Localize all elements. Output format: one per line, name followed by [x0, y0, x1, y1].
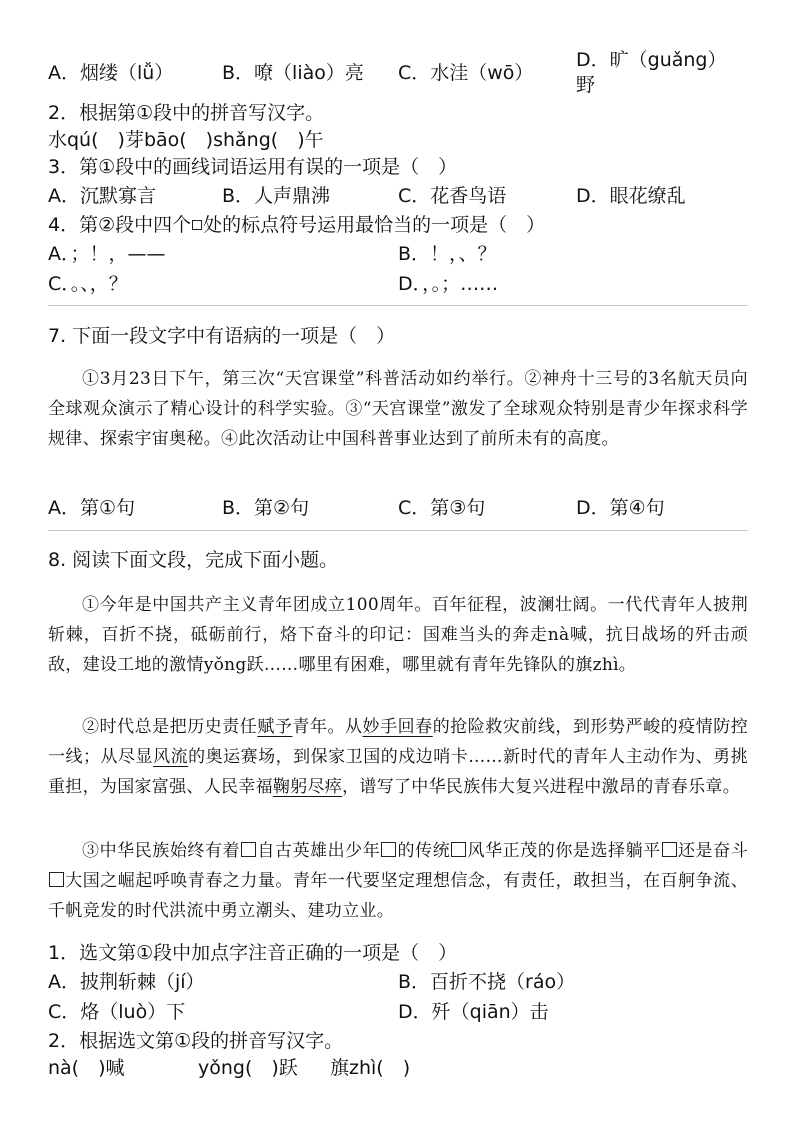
q2-items — [48, 125, 324, 152]
text-span: 自古英雄出少年 — [257, 841, 381, 861]
blank-box-icon — [241, 842, 256, 857]
q8-paragraph-2 — [48, 712, 748, 802]
q7-option-d: D．第④句 — [576, 497, 665, 519]
q2-item-3: shǎng( )午 — [213, 129, 324, 151]
underlined-word-fuyu: 赋予 — [257, 717, 293, 737]
q3-stem: 3．第①段中的画线词语运用有误的一项是（ ） — [48, 156, 458, 178]
text-span: 的奥运赛场，到保家卫国的戍边哨卡……新时代的青年人主动作为、勇挑重担，为国家富强、人民幸福 — [48, 747, 748, 797]
q8-sub2-item-2: yǒng( )跃 — [198, 1057, 298, 1079]
text-span: ③中华民族始终有着 — [82, 841, 241, 861]
q7-option-b: B．第②句 — [222, 497, 310, 519]
blank-box-icon — [192, 220, 202, 230]
q7-option-a: A．第①句 — [48, 497, 136, 519]
q4-stem — [48, 210, 545, 237]
q4-stem-part-1: 4．第②段中四个 — [48, 214, 192, 236]
text-span: 大国之崛起呼唤青春之力量。青年一代要坚定理想信念，有责任，敢担当，在百舸争流、千帆竞发的时代洪流中勇立潮头、建功立业。 — [48, 871, 748, 921]
q8-sub1-option-a: A．披荆斩棘（jí） — [48, 971, 205, 993]
q1-option-d: D．旷（guǎng） — [576, 49, 727, 71]
text-span: 的传统 — [397, 841, 451, 861]
q4-option-a: A．；！，—— — [48, 243, 166, 265]
q3-option-d: D．眼花缭乱 — [576, 185, 686, 207]
q8-sub2-item-1: nà( )喊 — [48, 1057, 125, 1079]
text-span: 青年。从 — [292, 717, 363, 737]
q8-title: 8. 阅读下面文段，完成下面小题。 — [48, 549, 339, 571]
q7-passage: ①3月23日下午，第三次“天宫课堂”科普活动如约举行。②神舟十三号的3名航天员向全球观众演示了精心设计的科学实验。③“天宫课堂”激发了全球观众特别是青少年探求科学规律、探索宇宙奥秘。④此次活动让中国科普事业达到了前所未有的高度。 — [48, 369, 748, 449]
text-span: ，谱写了中华民族伟大复兴进程中激昂的青春乐章。 — [342, 777, 741, 797]
q7-title: 7. 下面一段文字中有语病的一项是（ ） — [48, 325, 396, 347]
q8-sub2-stem: 2．根据选文第①段的拼音写汉字。 — [48, 1030, 344, 1052]
text-span: 还是奋斗 — [677, 841, 748, 861]
q8-sub1-option-b: B．百折不挠（ráo） — [398, 971, 576, 993]
q4-option-b: B．！，、？ — [398, 243, 497, 265]
q2-item-2: 芽bāo( ) — [124, 129, 214, 151]
blank-box-icon — [49, 872, 64, 887]
q3-option-c: C．花香鸟语 — [398, 185, 507, 207]
q8-sub1-stem: 1．选文第①段中加点字注音正确的一项是（ ） — [48, 942, 458, 964]
q1-option-a: A．烟缕（lǚ） — [48, 62, 174, 84]
text-span: 风华正茂的你是选择躺平 — [467, 841, 661, 861]
underlined-word-fengliu: 风流 — [153, 747, 189, 767]
q4-stem-part-2: 处的标点符号运用最恰当的一项是（ ） — [203, 214, 546, 236]
q7-option-c: C．第③句 — [398, 497, 486, 519]
q3-option-b: B．人声鼎沸 — [222, 185, 331, 207]
q1-option-c: C．水洼（wō） — [398, 62, 534, 84]
q8-sub2-item-3: 旗zhì( ) — [330, 1057, 411, 1079]
underlined-word-miaoshouhuichun: 妙手回春 — [362, 717, 433, 737]
q8-sub1-option-c: C．烙（luò）下 — [48, 1001, 186, 1023]
divider — [48, 530, 748, 531]
blank-box-icon — [451, 842, 466, 857]
q2-item-1: 水qú( ) — [48, 129, 125, 151]
q1-option-d-continued: 野 — [576, 74, 596, 96]
blank-box-icon — [381, 842, 396, 857]
text-span: 的抢险救灾前线，到形势严峻的疫情防控一线；从尽显 — [48, 717, 749, 767]
q8-paragraph-3 — [48, 836, 748, 926]
q4-option-d: D．，。；…… — [398, 273, 499, 295]
divider — [48, 305, 748, 306]
text-span: ②时代总是把历史责任 — [82, 717, 258, 737]
blank-box-icon — [662, 842, 677, 857]
q2-stem: 2．根据第①段中的拼音写汉字。 — [48, 102, 325, 124]
underlined-word-jugongjincui: 鞠躬尽瘁 — [272, 777, 343, 797]
q3-option-a: A．沉默寡言 — [48, 185, 156, 207]
q8-sub1-option-d: D．歼（qiān）击 — [398, 1001, 549, 1023]
q1-option-b: B．嘹（liào）亮 — [222, 62, 364, 84]
q8-paragraph-1: ①今年是中国共产主义青年团成立100周年。百年征程，波澜壮阔。一代代青年人披荆斩棘，百折不挠，砥砺前行，烙下奋斗的印记：国难当头的奔走nà喊，抗日战场的歼击顽敌，建设工地的激情yǒng跃……哪里有困难，哪里就有青年先锋队的旗zhì。 — [48, 595, 748, 675]
q4-option-c: C．。、，？ — [48, 273, 128, 295]
